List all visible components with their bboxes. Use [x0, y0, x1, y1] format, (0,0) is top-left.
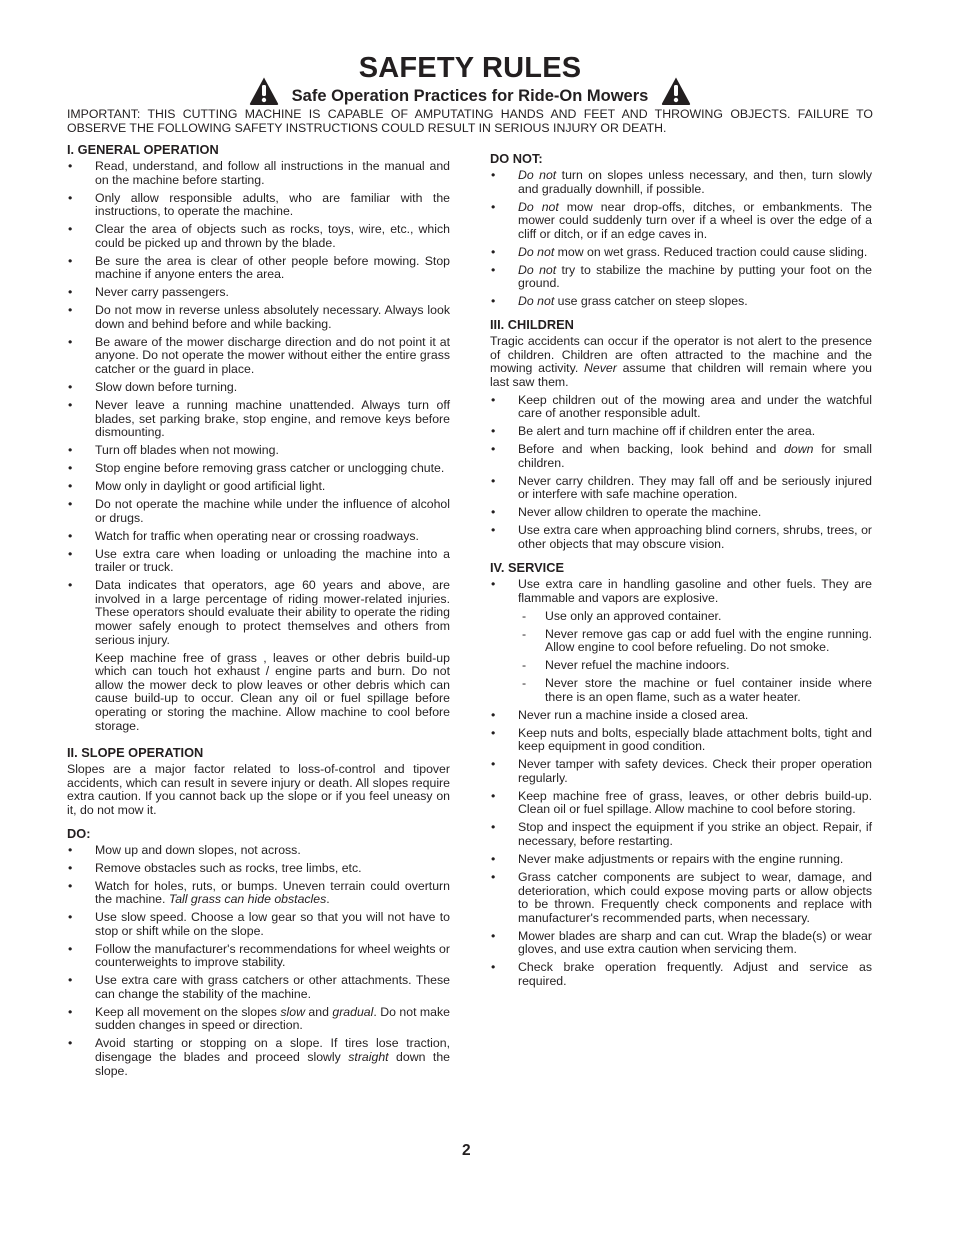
list-item: • Mow up and down slopes, not across.: [67, 844, 450, 858]
slope-do-not-list: [490, 169, 872, 309]
list-item: • Do not mow near drop-offs, ditches, or embankments. The mower could suddenly turn over if a wheel is over the edge of a cliff or ditch, or if an edge caves in.: [490, 201, 872, 242]
slope-intro: Slopes are a major factor related to loss-of-control and tipover accidents, which can result in severe injury or death. All slopes require extra caution. If you cannot back up the slope or if you feel uneasy on it, do not mow it.: [67, 762, 450, 817]
list-item: • Be aware of the mower discharge direction and do not point it at anyone. Do not operate the mower without either the entire grass catcher or the guard in place.: [67, 336, 450, 377]
sub-list-item: - Never refuel the machine indoors.: [490, 659, 872, 673]
right-column: [490, 151, 872, 993]
page-subtitle: Safe Operation Practices for Ride-On Mowers: [291, 86, 649, 105]
list-item: • Never run a machine inside a closed area.: [490, 709, 872, 723]
sub-list-item: - Use only an approved container.: [490, 610, 872, 624]
list-item: • Be alert and turn machine off if children enter the area.: [490, 425, 872, 439]
list-item: • Watch for traffic when operating near or crossing roadways.: [67, 530, 450, 544]
warning-triangle-icon: [660, 75, 692, 107]
list-item: • Mower blades are sharp and can cut. Wrap the blade(s) or wear gloves, and use extra caution when servicing them.: [490, 930, 872, 957]
section-heading-children: III. CHILDREN: [490, 317, 574, 333]
children-intro: Tragic accidents can occur if the operator is not alert to the presence of children. Children are often attracted to the machine and the mowing activity. Never assume that children will remain where you last saw them.: [490, 334, 873, 390]
list-item: • Use extra care when loading or unloading the machine into a trailer or truck.: [67, 548, 450, 575]
list-item: • Data indicates that operators, age 60 years and above, are involved in a large percentage of riding mower-related injuries. These operators should evaluate their ability to operate the riding mower safely enough to protect themselves and others from serious injury.: [67, 579, 450, 647]
list-item: • Do not turn on slopes unless necessary, and then, turn slowly and gradually downhill, if possible.: [490, 169, 872, 196]
list-item: • Clear the area of objects such as rocks, toys, wire, etc., which could be picked up and thrown by the blade.: [67, 223, 450, 250]
children-list: [490, 394, 872, 552]
section-heading-service: IV. SERVICE: [490, 559, 564, 575]
page-title: SAFETY RULES: [358, 52, 582, 84]
list-item: • Avoid starting or stopping on a slope. If tires lose traction, disengage the blades and proceed slowly straight down the slope.: [67, 1037, 450, 1078]
list-item: • Never make adjustments or repairs with the engine running.: [490, 853, 872, 867]
list-item: • Never carry passengers.: [67, 286, 450, 300]
list-item: • Keep nuts and bolts, especially blade attachment bolts, tight and keep equipment in good condition.: [490, 727, 872, 754]
list-item: • Be sure the area is clear of other people before mowing. Stop machine if anyone enters the area.: [67, 255, 450, 282]
left-column: [67, 142, 450, 1083]
list-item: • Do not try to stabilize the machine by putting your foot on the ground.: [490, 264, 872, 291]
list-item: • Check brake operation frequently. Adjust and service as required.: [490, 961, 872, 988]
list-item: • Read, understand, and follow all instructions in the manual and on the machine before starting.: [67, 160, 450, 187]
list-item: • Do not mow on wet grass. Reduced traction could cause sliding.: [490, 246, 872, 260]
subtitle-row: [0, 74, 940, 108]
list-item: • Do not use grass catcher on steep slopes.: [490, 295, 872, 309]
list-item: • Before and when backing, look behind and down for small children.: [490, 443, 872, 470]
sub-list-item: - Never store the machine or fuel container inside where there is an open flame, such as a water heater.: [490, 677, 872, 704]
list-item: • Use extra care in handling gasoline and other fuels. They are flammable and vapors are explosive.: [490, 578, 872, 605]
section-heading-slope: II. SLOPE OPERATION: [67, 745, 204, 761]
list-item: • Mow only in daylight or good artificial light.: [67, 480, 450, 494]
list-item: • Do not operate the machine while under the influence of alcohol or drugs.: [67, 498, 450, 525]
list-item: • Grass catcher components are subject to wear, damage, and deterioration, which could expose moving parts or allow objects to be thrown. Frequently check components and replace with manufacturer's recommended parts, when necessary.: [490, 871, 872, 925]
list-item: • Never tamper with safety devices. Check their proper operation regularly.: [490, 758, 872, 785]
list-item: • Keep all movement on the slopes slow and gradual. Do not make sudden changes in speed or direction.: [67, 1006, 450, 1033]
list-item: • Never allow children to operate the machine.: [490, 506, 872, 520]
list-item: • Stop and inspect the equipment if you strike an object. Repair, if necessary, before restarting.: [490, 821, 872, 848]
list-item: • Turn off blades when not mowing.: [67, 444, 450, 458]
list-item: • Do not mow in reverse unless absolutely necessary. Always look down and behind before and while backing.: [67, 304, 450, 331]
list-item: • Never carry children. They may fall off and be seriously injured or interfere with safe machine operation.: [490, 475, 872, 502]
general-note: Keep machine free of grass , leaves or other debris build-up which can touch hot exhaust / engine parts and burn. Do not allow the mower deck to plow leaves or other debris which can cause build-up to occur. Clean any oil or fuel spillage before operating or storing the machine. Allow machine to cool before storage.: [95, 650, 450, 733]
list-item: • Keep machine free of grass, leaves, or other debris build-up. Clean oil or fuel spillage. Allow machine to cool before storing.: [490, 790, 872, 817]
list-item: • Use slow speed. Choose a low gear so that you will not have to stop or shift while on the slope.: [67, 911, 450, 938]
list-item: • Use extra care when approaching blind corners, shrubs, trees, or other objects that may obscure vision.: [490, 524, 872, 551]
do-heading: DO:: [67, 825, 91, 841]
page-number: 2: [462, 1142, 471, 1159]
list-item: • Follow the manufacturer's recommendations for wheel weights or counterweights to improve stability.: [67, 943, 450, 970]
do-not-heading: DO NOT:: [490, 151, 543, 166]
list-item: • Watch for holes, ruts, or bumps. Uneven terrain could overturn the machine. Tall grass can hide obstacles.: [67, 880, 450, 907]
section-heading-general: I. GENERAL OPERATION: [67, 142, 219, 157]
list-item: • Keep children out of the mowing area and under the watchful care of another responsible adult.: [490, 394, 872, 421]
important-warning: IMPORTANT: THIS CUTTING MACHINE IS CAPABLE OF AMPUTATING HANDS AND FEET AND THROWING OBJECTS. FAILURE TO OBSERVE THE FOLLOWING SAFETY INSTRUCTIONS COULD RESULT IN SERIOUS INJURY OR DEATH.: [67, 107, 873, 135]
list-item: • Only allow responsible adults, who are familiar with the instructions, to operate the machine.: [67, 192, 450, 219]
list-item: • Stop engine before removing grass catcher or unclogging chute.: [67, 462, 450, 476]
general-operation-list: [67, 160, 450, 647]
list-item: • Use extra care with grass catchers or other attachments. These can change the stability of the machine.: [67, 974, 450, 1001]
list-item: • Slow down before turning.: [67, 381, 450, 395]
list-item: • Remove obstacles such as rocks, tree limbs, etc.: [67, 862, 450, 876]
sub-list-item: - Never remove gas cap or add fuel with the engine running. Allow engine to cool before refueling. Do not smoke.: [490, 628, 872, 655]
warning-triangle-icon: [248, 75, 280, 107]
slope-do-list: [67, 844, 450, 1079]
list-item: • Never leave a running machine unattended. Always turn off blades, set parking brake, stop engine, and remove keys before dismounting.: [67, 399, 450, 440]
service-list: [490, 578, 872, 989]
